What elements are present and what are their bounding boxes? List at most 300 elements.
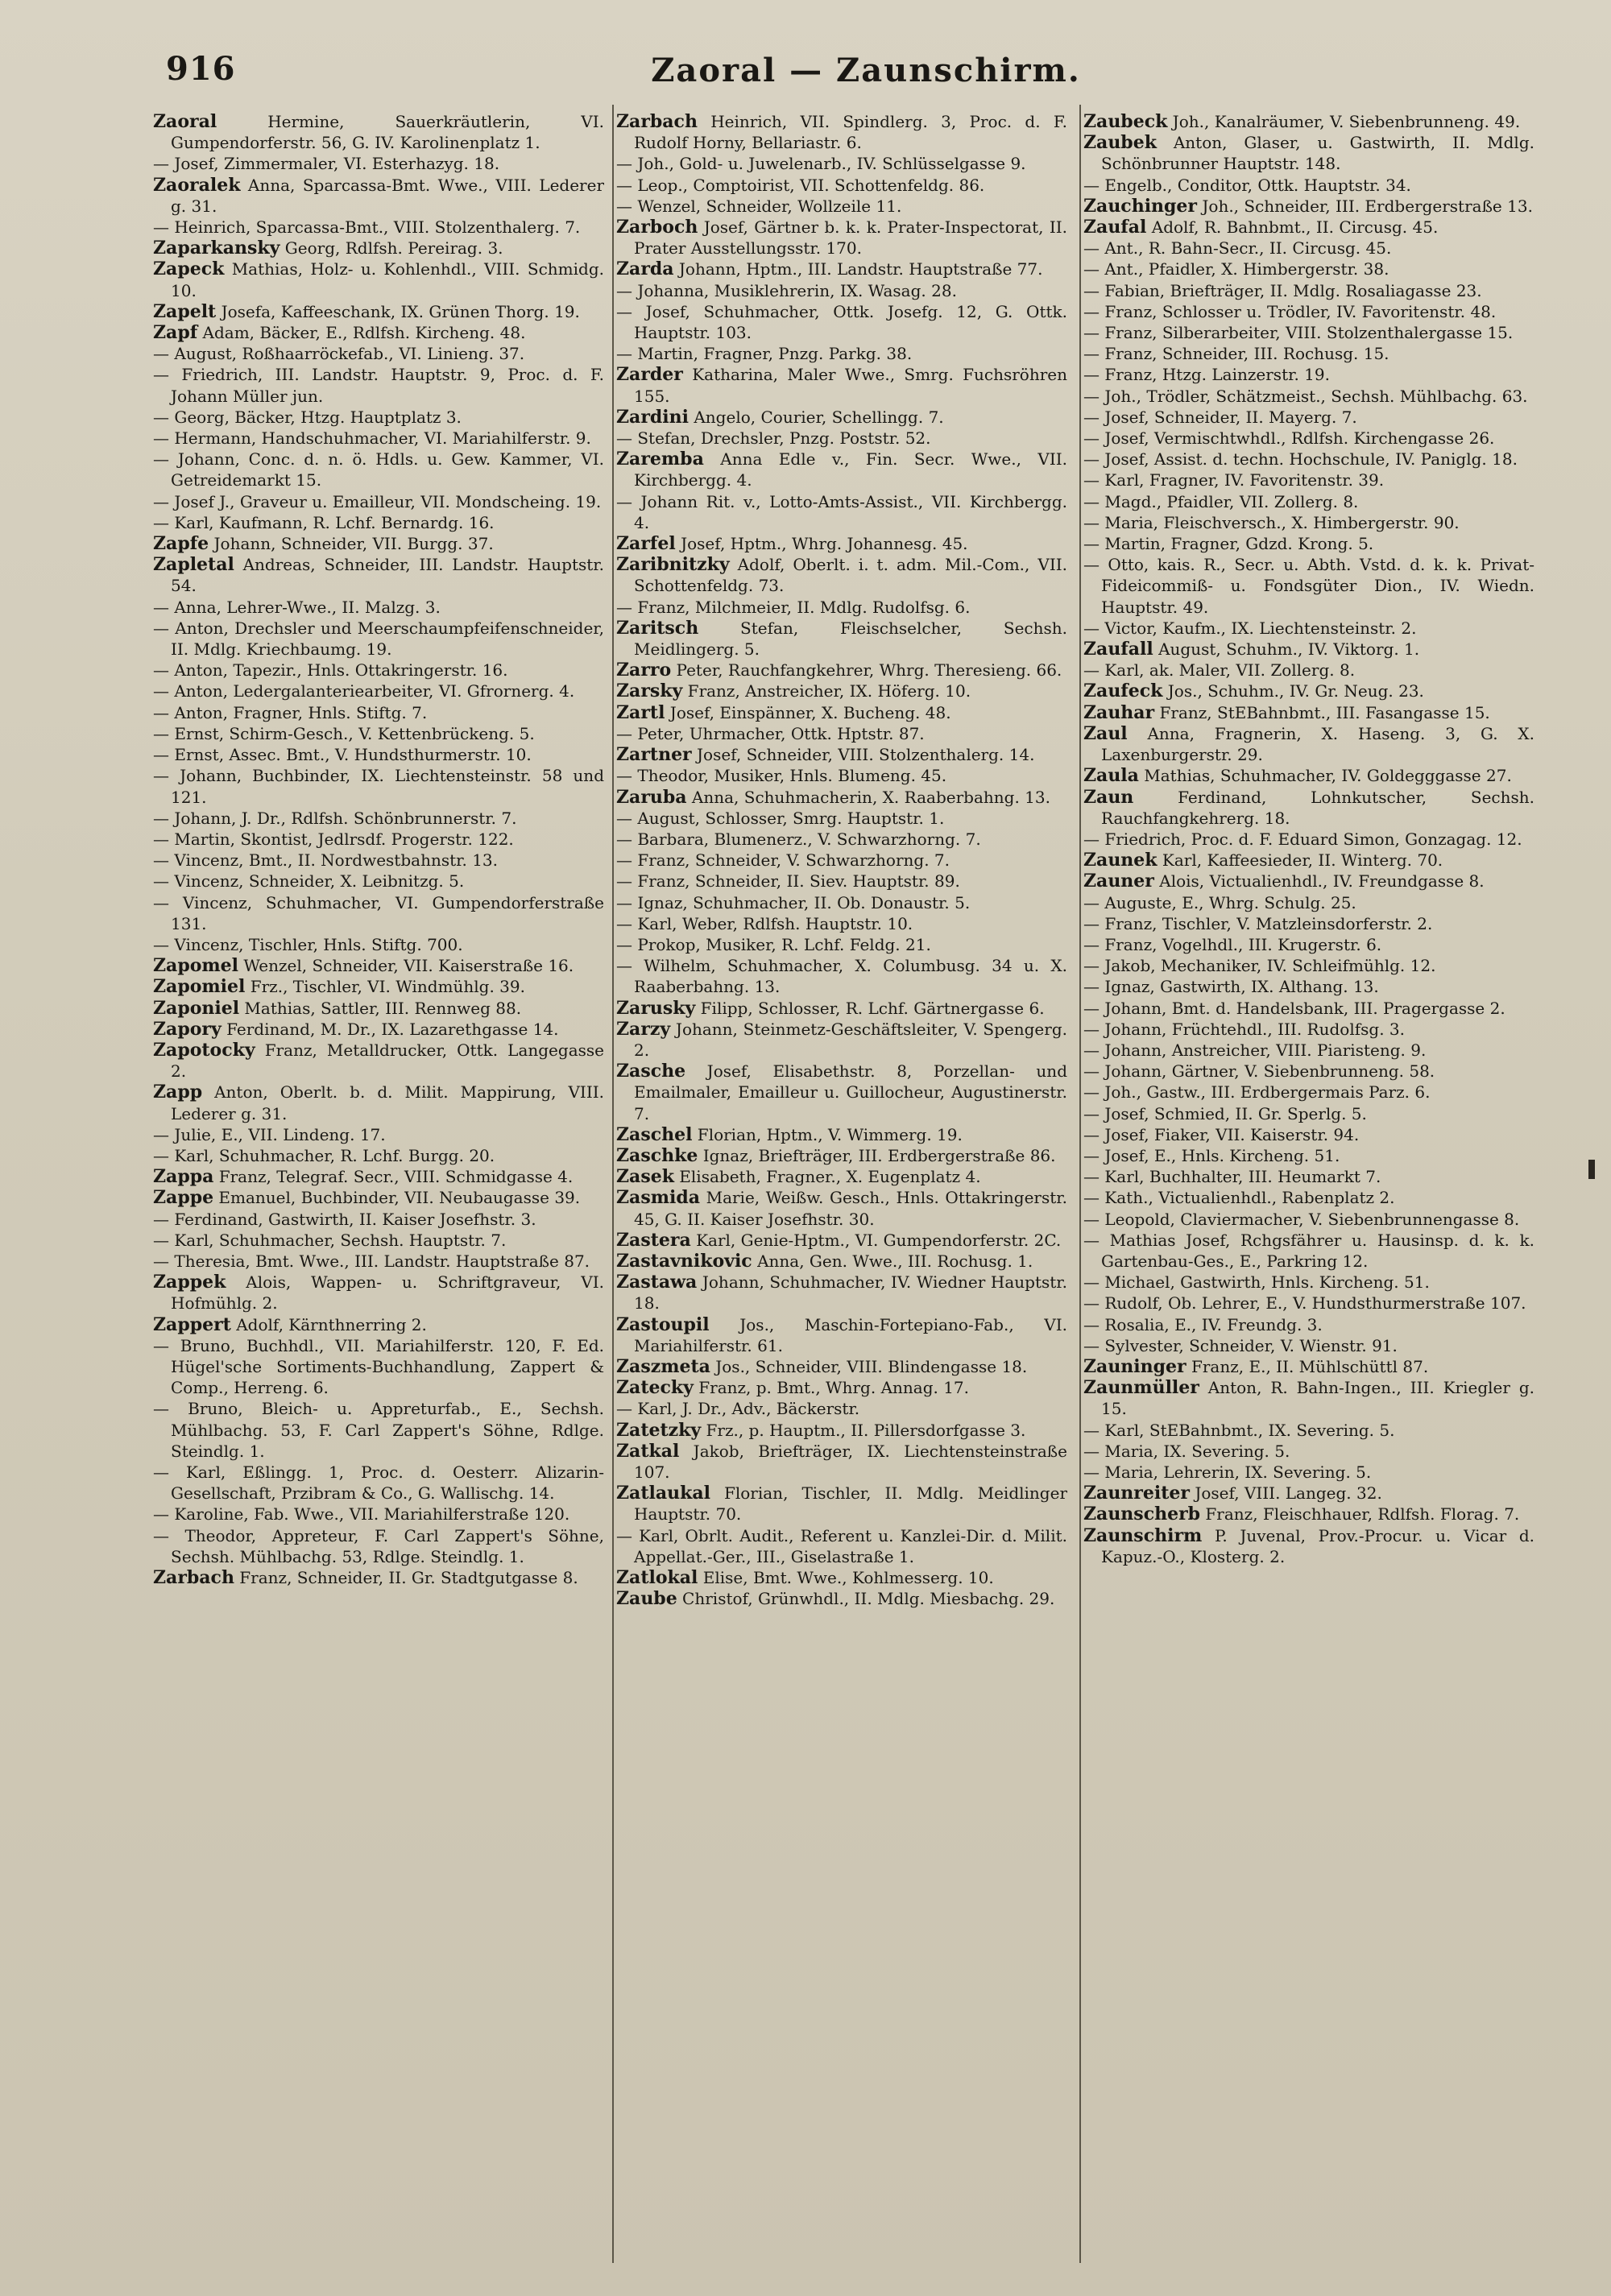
directory-entry [616,1019,1067,1061]
entry-surname: Zaube [616,1588,677,1610]
directory-entry [153,259,604,300]
directory-entry [616,1525,1067,1567]
entry-surname: Zarder [616,364,683,386]
entry-text: Jos., Schneider, VIII. Blindengasse 18. [710,1356,1028,1376]
entry-text: — Ernst, Schirm-Gesch., V. Kettenbrückeng. 5. [153,723,535,743]
directory-entry [153,808,604,829]
entry-text: — Anton, Tapezir., Hnls. Ottakringerstr. 16. [153,660,508,681]
directory-entry [153,153,604,174]
entry-text: Katharina, Maler Wwe., Smrg. Fuchsröhren 155. [634,365,1067,406]
entry-surname: Zaun [1083,786,1134,808]
entry-surname: Zappe [153,1187,214,1209]
entry-text: Georg, Rdlfsh. Pereirag. 3. [280,238,503,259]
entry-surname: Zarsky [616,681,683,702]
entry-text: — Friedrich, III. Landstr. Hauptstr. 9, Proc. d. F. Johann Müller jun. [153,365,604,406]
entry-text: — Ant., R. Bahn-Secr., II. Circusg. 45. [1083,238,1392,259]
directory-entry [1083,639,1534,660]
directory-entry [616,1124,1067,1145]
directory-entry [616,913,1067,934]
directory-entry [153,998,604,1019]
directory-entry [1083,1314,1534,1335]
entry-text: — Theresia, Bmt. Wwe., III. Landstr. Hauptstraße 87. [153,1251,590,1271]
entry-surname: Zaremba [616,449,704,470]
entry-text: — Friedrich, Proc. d. F. Eduard Simon, Gonzagag. 12. [1083,829,1522,849]
entry-surname: Zappek [153,1272,226,1293]
directory-entry [616,111,1067,153]
directory-entry [153,111,604,153]
entry-surname: Zatlokal [616,1567,698,1589]
directory-entry [616,1356,1067,1377]
entry-surname: Zarro [616,660,672,681]
directory-entry [616,533,1067,554]
column-rule [1079,105,1081,2263]
directory-entry [1083,1124,1534,1145]
entry-surname: Zappa [153,1166,214,1188]
directory-entry [616,850,1067,871]
entry-text: — Vincenz, Schneider, X. Leibnitzg. 5. [153,871,465,892]
directory-entry [616,808,1067,829]
entry-text: Alois, Wappen- u. Schriftgraveur, VI. Hofmühlg. 2. [171,1272,604,1313]
directory-entry [1083,322,1534,343]
directory-entry [1083,1082,1534,1102]
directory-entry [153,871,604,892]
directory-entry [1083,449,1534,470]
entry-text: — Wenzel, Schneider, Wollzeile 11. [616,196,902,216]
directory-entry [153,829,604,850]
directory-entry [1083,1209,1534,1230]
entry-text: Elisabeth, Fragner., X. Eugenplatz 4. [673,1167,981,1187]
entry-text: — Vincenz, Bmt., II. Nordwestbahnstr. 13. [153,850,499,871]
directory-entry [1083,1377,1534,1419]
entry-text: — Anton, Fragner, Hnls. Stiftg. 7. [153,702,428,722]
entry-text: Hermine, Sauerkräutlerin, VI. Gumpendorferstr. 56, G. IV. Karolinenplatz 1. [171,112,604,153]
entry-text: — Magd., Pfaidler, VII. Zollerg. 8. [1083,491,1359,511]
directory-entry [616,1251,1067,1272]
directory-entry [616,407,1067,428]
directory-entry [153,1251,604,1272]
directory-entry [153,512,604,533]
directory-entry [1083,1187,1534,1208]
directory-entry [153,702,604,723]
entry-surname: Zaufal [1083,217,1147,238]
directory-entry [1083,364,1534,385]
directory-entry [153,533,604,554]
directory-entry [1083,386,1534,407]
entry-text: — Theodor, Musiker, Hnls. Blumeng. 45. [616,766,947,786]
entry-text: — Rudolf, Ob. Lehrer, E., V. Hundsthurmerstraße 107. [1083,1293,1526,1313]
directory-entry [1083,1061,1534,1082]
directory-column-2 [616,111,1067,2269]
directory-entry [616,1061,1067,1124]
entry-text: Ignaz, Briefträger, III. Erdbergerstraße 86. [698,1145,1056,1165]
entry-text: Mathias, Holz- u. Kohlenhdl., VIII. Schmidg. 10. [171,259,604,300]
entry-text: Florian, Hptm., V. Wimmerg. 19. [692,1124,963,1144]
directory-entry [153,976,604,997]
directory-entry [616,1441,1067,1483]
entry-text: — Vincenz, Schuhmacher, VI. Gumpendorferstraße 131. [153,892,604,933]
page-edge-mark [1588,1160,1595,1179]
entry-text: — Sylvester, Schneider, V. Wienstr. 91. [1083,1335,1398,1355]
directory-entry [1083,892,1534,913]
directory-entry [153,1019,604,1040]
entry-text: Karl, Kaffeesieder, II. Winterg. 70. [1157,850,1443,871]
entry-text: — Ignaz, Schuhmacher, II. Ob. Donaustr. 5. [616,892,971,912]
entry-text: Filipp, Schlosser, R. Lchf. Gärtnergasse 6. [695,998,1045,1018]
entry-surname: Zaszmeta [616,1355,710,1377]
entry-text: Jos., Maschin-Fortepiano-Fab., VI. Mariahilferstr. 61. [634,1314,1067,1355]
entry-text: Franz, Anstreicher, IX. Höferg. 10. [682,681,971,701]
entry-surname: Zapp [153,1082,203,1103]
entry-text: — Joh., Trödler, Schätzmeist., Sechsh. Mühlbachg. 63. [1083,386,1528,406]
entry-text: Joh., Kanalräumer, V. Siebenbrunneng. 49. [1167,112,1521,131]
directory-entry [153,449,604,490]
directory-entry [153,681,604,701]
entry-text: — Josef, E., Hnls. Kircheng. 51. [1083,1145,1340,1165]
entry-text: Anna, Gen. Wwe., III. Rochusg. 1. [752,1251,1033,1271]
entry-surname: Zapletal [153,554,234,576]
entry-surname: Zarboch [616,217,698,238]
directory-entry [1083,1504,1534,1524]
entry-surname: Zaparkansky [153,238,280,259]
entry-text: — Fabian, Briefträger, II. Mdlg. Rosaliagasse 23. [1083,280,1482,300]
entry-text: Jos., Schuhm., IV. Gr. Neug. 23. [1162,681,1424,701]
entry-text: — Josef, Fiaker, VII. Kaiserstr. 94. [1083,1124,1360,1144]
directory-entry [1083,428,1534,449]
directory-entry [1083,491,1534,512]
entry-surname: Zartl [616,701,665,723]
entry-text: Anna, Fragnerin, X. Haseng. 3, G. X. Laxenburgerstr. 29. [1101,723,1534,765]
directory-entry [153,618,604,660]
directory-entry [153,322,604,343]
entry-text: Josef, Hptm., Whrg. Johannesg. 45. [675,534,968,554]
directory-entry [1083,175,1534,196]
directory-entry [616,934,1067,955]
directory-entry [1083,765,1534,786]
entry-text: Franz, p. Bmt., Whrg. Annag. 17. [693,1378,970,1398]
entry-text: Anton, R. Bahn-Ingen., III. Kriegler g. 15. [1101,1378,1534,1419]
entry-text: Josef, Gärtner b. k. k. Prater-Inspectorat, II. Prater Ausstellungsstr. 170. [634,217,1067,259]
entry-surname: Zastavnikovic [616,1250,752,1272]
entry-surname: Zapfe [153,533,209,555]
entry-text: — Karl, Weber, Rdlfsh. Hauptstr. 10. [616,913,913,933]
entry-text: Christof, Grünwhdl., II. Mdlg. Miesbachg. 29. [677,1589,1055,1609]
directory-entry [153,1567,604,1588]
entry-surname: Zaufall [1083,639,1153,660]
entry-surname: Zaunek [1083,850,1158,871]
directory-entry [616,744,1067,765]
directory-entry [153,744,604,765]
entry-text: — Karl, Schuhmacher, Sechsh. Hauptstr. 7. [153,1230,507,1250]
entry-text: — Karl, ak. Maler, VII. Zollerg. 8. [1083,660,1356,681]
entry-text: — Martin, Skontist, Jedlrsdf. Progerstr. 122. [153,829,514,849]
entry-text: — Franz, Silberarbeiter, VIII. Stolzenthalergasse 15. [1083,323,1514,343]
entry-surname: Zarda [616,259,674,280]
entry-text: Ferdinand, Lohnkutscher, Sechsh. Rauchfangkehrerg. 18. [1101,787,1534,828]
entry-text: Alois, Victualienhdl., IV. Freundgasse 8. [1153,871,1485,892]
entry-text: — Anton, Drechsler und Meerschaumpfeifenschneider, II. Mdlg. Kriechbaumg. 19. [153,618,604,660]
entry-surname: Zaunscherb [1083,1504,1201,1525]
directory-entry [153,892,604,934]
entry-text: Josef, VIII. Langeg. 32. [1190,1483,1382,1504]
entry-text: — Ignaz, Gastwirth, IX. Althang. 13. [1083,977,1379,997]
entry-text: — Bruno, Buchhdl., VII. Mariahilferstr. 120, F. Ed. Hügel'sche Sortiments-Buchhandlung, Zappert & Comp., Herreng. 6. [153,1335,604,1398]
entry-surname: Zapeck [153,259,225,280]
entry-surname: Zaul [1083,722,1128,744]
entry-text: Anna Edle v., Fin. Secr. Wwe., VII. Kirchbergg. 4. [634,449,1067,490]
directory-entry [1083,1420,1534,1441]
entry-surname: Zaponiel [153,997,240,1019]
entry-text: Elise, Bmt. Wwe., Kohlmesserg. 10. [698,1568,994,1588]
entry-text: — Josef, Zimmermaler, VI. Esterhazyg. 18. [153,154,500,174]
entry-text: Anna, Sparcassa-Bmt. Wwe., VIII. Lederer g. 31. [171,175,604,216]
entry-text: August, Schuhm., IV. Viktorg. 1. [1153,639,1420,660]
directory-entry [1083,533,1534,554]
entry-text: — August, Roßhaarröckefab., VI. Linieng. 37. [153,344,525,364]
directory-entry [616,449,1067,490]
entry-text: Franz, E., II. Mühlschüttl 87. [1186,1356,1429,1376]
entry-surname: Zauner [1083,871,1154,892]
entry-text: — Wilhelm, Schuhmacher, X. Columbusg. 34 u. X. Raaberbahng. 13. [616,956,1067,997]
entry-text: — Georg, Bäcker, Htzg. Hauptplatz 3. [153,407,462,427]
directory-entry [1083,1356,1534,1377]
entry-text: Jakob, Briefträger, IX. Liechtensteinstraße 107. [634,1441,1067,1482]
entry-surname: Zarfel [616,533,676,555]
directory-entry [153,1187,604,1208]
directory-entry [1083,1166,1534,1187]
entry-text: Johann, Schuhmacher, IV. Wiedner Hauptstr. 18. [634,1272,1067,1313]
entry-text: — Leopold, Claviermacher, V. Siebenbrunnengasse 8. [1083,1209,1520,1229]
directory-entry [1083,217,1534,238]
directory-entry [1083,1525,1534,1567]
entry-text: — Julie, E., VII. Lindeng. 17. [153,1124,386,1144]
directory-entry [153,934,604,955]
entry-text: — Engelb., Conditor, Ottk. Hauptstr. 34. [1083,175,1411,195]
entry-surname: Zatlaukal [616,1483,710,1504]
entry-text: Mathias, Schuhmacher, IV. Goldegggasse 27. [1138,766,1512,786]
entry-text: — Theodor, Appreteur, F. Carl Zappert's Söhne, Sechsh. Mühlbachg. 53, Rdlge. Steindlg. 1. [153,1525,604,1566]
entry-surname: Zappert [153,1313,231,1335]
entry-surname: Zauchinger [1083,195,1198,217]
entry-text: — Josef, Schneider, II. Mayerg. 7. [1083,407,1357,427]
entry-text: — Heinrich, Sparcassa-Bmt., VIII. Stolzenthalerg. 7. [153,217,581,238]
directory-entry [616,1145,1067,1166]
entry-text: — Franz, Tischler, V. Matzleinsdorferstr. 2. [1083,913,1433,933]
directory-entry [1083,871,1534,892]
entry-surname: Zaoralek [153,174,241,196]
directory-entry [616,153,1067,174]
directory-entry [616,301,1067,343]
entry-surname: Zasek [616,1166,674,1188]
entry-text: — Prokop, Musiker, R. Lchf. Feldg. 21. [616,934,931,954]
directory-entry [616,280,1067,301]
entry-text: Emanuel, Buchbinder, VII. Neubaugasse 39. [213,1188,581,1208]
entry-text: — Vincenz, Tischler, Hnls. Stiftg. 700. [153,934,463,954]
directory-entry [153,217,604,238]
entry-text: — Bruno, Bleich- u. Appreturfab., E., Sechsh. Mühlbachg. 53, F. Carl Zappert's Söhne, Rdlge. Steindlg. 1. [153,1399,604,1461]
entry-text: — Franz, Milchmeier, II. Mdlg. Rudolfsg. 6. [616,597,971,617]
entry-text: Anna, Schuhmacherin, X. Raaberbahng. 13. [686,787,1050,807]
directory-entry [616,998,1067,1019]
directory-entry [616,955,1067,997]
directory-entry [616,1166,1067,1187]
entry-text: — Victor, Kaufm., IX. Liechtensteinstr. 2. [1083,618,1417,638]
entry-text: Peter, Rauchfangkehrer, Whrg. Theresieng. 66. [671,660,1062,681]
entry-text: Mathias, Sattler, III. Rennweg 88. [239,998,522,1018]
entry-text: — Johann, Anstreicher, VIII. Piaristeng. 9. [1083,1040,1427,1060]
entry-surname: Zasche [616,1061,686,1082]
directory-entry [153,1145,604,1166]
entry-text: Adolf, Oberlt. i. t. adm. Mil.-Com., VII. Schottenfeldg. 73. [634,555,1067,596]
entry-text: Karl, Genie-Hptm., VI. Gumpendorferstr. 2C. [690,1230,1062,1250]
entry-surname: Zapomiel [153,976,246,998]
entry-surname: Zaunschirm [1083,1524,1203,1546]
entry-text: — Josef, Vermischtwhdl., Rdlfsh. Kirchengasse 26. [1083,428,1495,449]
entry-surname: Zaufeck [1083,681,1163,702]
directory-entry [153,1082,604,1123]
entry-text: — Stefan, Drechsler, Pnzg. Poststr. 52. [616,428,931,449]
entry-text: — Johann, Gärtner, V. Siebenbrunneng. 58. [1083,1061,1435,1082]
entry-text: Franz, Metalldrucker, Ottk. Langegasse 2. [171,1040,604,1082]
directory-entry [153,491,604,512]
entry-text: — Johann, Früchtehdl., III. Rudolfsg. 3. [1083,1019,1405,1039]
directory-entry [616,1483,1067,1524]
entry-text: Johann, Steinmetz-Geschäftsleiter, V. Spengerg. 2. [634,1019,1067,1060]
directory-entry [1083,1145,1534,1166]
directory-entry [616,723,1067,744]
directory-entry [153,1525,604,1567]
directory-entry [153,1166,604,1187]
directory-entry [1083,280,1534,301]
directory-entry [153,1462,604,1504]
entry-surname: Zaribnitzky [616,554,730,576]
entry-surname: Zapelt [153,300,217,322]
entry-surname: Zaschel [616,1123,693,1145]
entry-text: — Martin, Fragner, Gdzd. Krong. 5. [1083,534,1374,554]
entry-text: — Barbara, Blumenerz., V. Schwarzhorng. 7. [616,829,981,849]
entry-text: — Jakob, Mechaniker, IV. Schleifmühlg. 12. [1083,956,1436,976]
directory-entry [1083,660,1534,681]
directory-entry [153,1504,604,1524]
directory-entry [153,850,604,871]
entry-text: — Karl, Kaufmann, R. Lchf. Bernardg. 16. [153,512,495,532]
entry-surname: Zaruba [616,786,687,808]
entry-text: Johann, Hptm., III. Landstr. Hauptstraße 77. [673,259,1043,279]
page-header [145,45,1587,101]
entry-surname: Zapomel [153,955,239,977]
directory-entry [616,829,1067,850]
entry-text: — Maria, Lehrerin, IX. Severing. 5. [1083,1462,1372,1482]
directory-entry [153,1209,604,1230]
running-head: Zaoral — Zaunschirm. [651,52,1081,89]
directory-entry [1083,829,1534,850]
entry-text: Josef, Elisabethstr. 8, Porzellan- und Emailmaler, Emailleur u. Guillocheur, Augustinerstr. 7. [634,1061,1067,1123]
entry-text: Heinrich, VII. Spindlerg. 3, Proc. d. F. Rudolf Horny, Bellariastr. 6. [634,112,1067,153]
entry-text: — Maria, Fleischversch., X. Himbergerstr. 90. [1083,512,1460,532]
entry-text: P. Juvenal, Prov.-Procur. u. Vicar d. Kapuz.-O., Klosterg. 2. [1101,1525,1534,1566]
entry-text: — Franz, Schlosser u. Trödler, IV. Favoritenstr. 48. [1083,301,1497,321]
directory-entry [1083,976,1534,997]
entry-text: — Karl, StEBahnbmt., IX. Severing. 5. [1083,1420,1395,1440]
directory-entry [616,1230,1067,1251]
directory-entry [153,364,604,406]
directory-entry [616,491,1067,533]
entry-surname: Zardini [616,406,689,428]
entry-text: Adolf, Kärnthnerring 2. [230,1314,427,1334]
directory-entry [1083,702,1534,723]
directory-entry [616,1377,1067,1398]
entry-surname: Zatkal [616,1440,680,1462]
directory-column-1 [153,111,604,2269]
entry-text: — Johanna, Musiklehrerin, IX. Wasag. 28. [616,280,957,300]
directory-entry [1083,1272,1534,1293]
directory-entry [616,428,1067,449]
entry-surname: Zatecky [616,1377,694,1399]
directory-entry [616,681,1067,701]
entry-surname: Zatetzky [616,1419,702,1441]
directory-entry [616,1187,1067,1229]
directory-entry [153,428,604,449]
entry-text: Marie, Weißw. Gesch., Hnls. Ottakringerstr. 45, G. II. Kaiser Josefhstr. 30. [634,1188,1067,1229]
entry-text: — Leop., Comptoirist, VII. Schottenfeldg. 86. [616,175,985,195]
directory-entry [153,723,604,744]
entry-text: — Auguste, E., Whrg. Schulg. 25. [1083,892,1356,912]
entry-text: Josefa, Kaffeeschank, IX. Grünen Thorg. 19. [216,301,580,321]
entry-text: Wenzel, Schneider, VII. Kaiserstraße 16. [238,956,574,976]
entry-text: — Mathias Josef, Rchgsfährer u. Hausinsp. d. k. k. Gartenbau-Ges., E., Parkring 12. [1083,1230,1534,1271]
directory-entry [616,259,1067,279]
entry-text: — Anna, Lehrer-Wwe., II. Malzg. 3. [153,597,441,617]
entry-surname: Zarbach [616,111,698,132]
directory-entry [153,1272,604,1313]
directory-entry [616,1272,1067,1313]
directory-entry [1083,512,1534,533]
entry-text: — Ferdinand, Gastwirth, II. Kaiser Josefhstr. 3. [153,1209,536,1229]
directory-entry [1083,238,1534,259]
entry-text: — Michael, Gastwirth, Hnls. Kircheng. 51. [1083,1272,1430,1293]
entry-text: Frz., Tischler, VI. Windmühlg. 39. [245,977,525,997]
entry-text: — Karl, Buchhalter, III. Heumarkt 7. [1083,1167,1381,1187]
entry-text: — Josef, Schmied, II. Gr. Sperlg. 5. [1083,1103,1367,1123]
entry-surname: Zaoral [153,111,217,132]
directory-entry [153,175,604,217]
directory-entry [1083,1483,1534,1504]
directory-entry [616,702,1067,723]
directory-entry [153,1398,604,1462]
entry-text: — Joh., Gastw., III. Erdbergermais Parz. 6. [1083,1082,1431,1102]
entry-text: — Martin, Fragner, Pnzg. Parkg. 38. [616,344,913,364]
entry-text: — Karoline, Fab. Wwe., VII. Mariahilferstraße 120. [153,1504,570,1524]
entry-text: — Maria, IX. Severing. 5. [1083,1441,1290,1461]
entry-text: — Karl, Fragner, IV. Favoritenstr. 39. [1083,470,1385,490]
entry-text: — Peter, Uhrmacher, Ottk. Hptstr. 87. [616,723,925,743]
directory-entry [153,343,604,364]
entry-text: — Franz, Schneider, III. Rochusg. 15. [1083,344,1389,364]
entry-surname: Zaunreiter [1083,1483,1190,1504]
entry-text: — Franz, Vogelhdl., III. Krugerstr. 6. [1083,934,1382,954]
directory-entry [153,1124,604,1145]
directory-entry [616,175,1067,196]
directory-entry [153,301,604,322]
entry-text: — Franz, Htzg. Lainzerstr. 19. [1083,365,1330,385]
directory-entry [153,1040,604,1082]
directory-entry [616,660,1067,681]
directory-entry [1083,111,1534,132]
entry-text: Franz, Schneider, II. Gr. Stadtgutgasse 8. [234,1568,578,1588]
directory-entry [616,343,1067,364]
directory-column-3 [1083,111,1534,2269]
entry-text: — Kath., Victualienhdl., Rabenplatz 2. [1083,1188,1395,1208]
entry-text: — Karl, Schuhmacher, R. Lchf. Burgg. 20. [153,1145,495,1165]
